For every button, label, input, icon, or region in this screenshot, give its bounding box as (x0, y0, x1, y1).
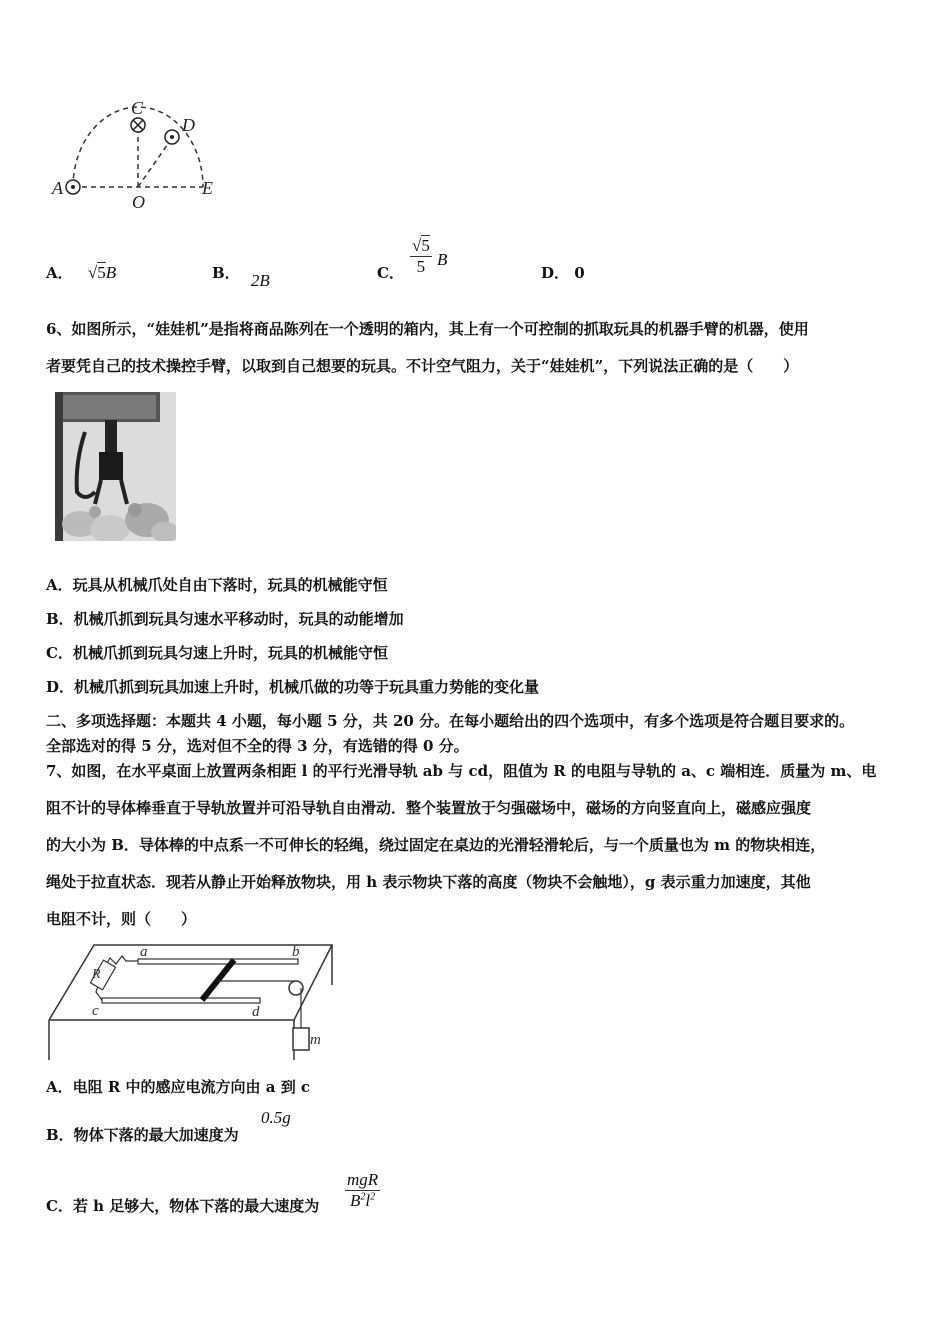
q7-option-b (46, 1124, 239, 1146)
option-letter: D． (541, 264, 570, 282)
fraction-numerator: mgR (347, 1170, 379, 1189)
q7-stem-line4: 绳处于拉直状态．现若从静止开始释放物块，用 h 表示物块下落的高度（物块不会触地），g 表示重力加速度，其他 (46, 873, 811, 891)
fraction-denominator: 5 (416, 257, 426, 276)
label-a: a (140, 944, 148, 960)
section2-line1: 二、多项选择题：本题共 4 小题，每小题 5 分，共 20 分。在每小题给出的四个选项中，有多个选项是符合题目要求的。 (46, 712, 855, 730)
q5-option-c-fraction (410, 236, 447, 277)
label-d: d (252, 1004, 260, 1020)
option-math: 2B (250, 271, 270, 290)
label-c: c (92, 1003, 99, 1019)
q6-option-c: C．机械爪抓到玩具匀速上升时，玩具的机械能守恒 (46, 644, 388, 662)
dot-out-of-page-icon-d (165, 130, 179, 144)
label-c: C (131, 98, 144, 118)
q7-stem-line5: 电阻不计，则（ ） (46, 910, 197, 928)
q6-option-a: A．玩具从机械爪处自由下落时，玩具的机械能守恒 (46, 576, 388, 594)
label-d: D (182, 115, 195, 135)
q7-stem-line2: 阻不计的导体棒垂直于导轨放置并可沿导轨自由滑动．整个装置放于匀强磁场中，磁场的方向竖直向上，磁感应强度 (46, 799, 812, 817)
q5-option-a (46, 262, 116, 283)
conductor-bar (202, 960, 234, 1000)
option-text: C．若 h 足够大，物体下落的最大速度为 (46, 1197, 320, 1215)
q6-stem-line1: 6、如图所示，“娃娃机”是指将商品陈列在一个透明的箱内，其上有一个可控制的抓取玩具的机器手臂的机器，使用 (46, 320, 809, 338)
option-letter: C． (377, 264, 404, 282)
fraction-denominator: $B^2l^2$ (350, 1191, 376, 1210)
dashed-od (138, 138, 172, 187)
q7-option-a: A．电阻 R 中的感应电流方向由 a 到 c (46, 1078, 311, 1096)
label-e: E (202, 178, 213, 198)
option-value: 0 (574, 264, 585, 282)
semicircle-figure (40, 95, 230, 215)
option-letter: B． (212, 264, 240, 282)
rail-ab (138, 959, 298, 964)
label-o: O (132, 192, 145, 212)
dot-out-of-page-icon-a (66, 180, 80, 194)
label-r: R (92, 967, 101, 982)
sqrt-symbol: √ (87, 263, 98, 282)
q6-option-b: B．机械爪抓到玩具匀速水平移动时，玩具的动能增加 (46, 610, 404, 628)
q6-stem-line2: 者要凭自己的技术操控手臂，以取到自己想要的玩具。不计空气阻力，关于“娃娃机”，下列说法正确的是（ ） (46, 357, 799, 375)
variable: B (105, 263, 117, 282)
claw-machine-photo (55, 392, 176, 541)
q5-option-b (212, 262, 270, 290)
fraction-numerator: √5 (412, 236, 430, 255)
q7-option-c-fraction (345, 1170, 380, 1211)
section2-line2: 全部选对的得 5 分，选对但不全的得 3 分，有选错的得 0 分。 (46, 737, 469, 755)
q5-option-c-label (377, 262, 404, 283)
q7-stem-line1: 7、如图，在水平桌面上放置两条相距 l 的平行光滑导轨 ab 与 cd，阻值为 R 的电阻与导轨的 a、c 端相连．质量为 m、电 (46, 762, 877, 780)
fraction (345, 1170, 380, 1211)
cross-into-page-icon-c (131, 118, 145, 132)
fraction (410, 236, 432, 277)
option-math: 0.5g (261, 1108, 291, 1127)
option-text: B．物体下落的最大加速度为 (46, 1126, 239, 1144)
variable: B (436, 250, 448, 269)
option-letter: A． (46, 264, 73, 282)
rail-figure (44, 940, 344, 1065)
block-m (293, 1028, 309, 1050)
label-a: A (52, 178, 63, 198)
q6-option-d: D．机械爪抓到玩具加速上升时，机械爪做的功等于玩具重力势能的变化量 (46, 678, 540, 696)
q7-option-c (46, 1195, 319, 1217)
rail-cd (102, 998, 260, 1003)
q7-stem-line3: 的大小为 B．导体棒的中点系一不可伸长的轻绳，绕过固定在桌边的光滑轻滑轮后，与一个质量也为 m 的物块相连， (46, 836, 826, 854)
label-m: m (310, 1032, 321, 1048)
q5-option-d (541, 262, 585, 283)
label-b: b (292, 944, 300, 960)
q7-option-b-math (261, 1108, 291, 1128)
radicand: 5 (97, 263, 106, 282)
